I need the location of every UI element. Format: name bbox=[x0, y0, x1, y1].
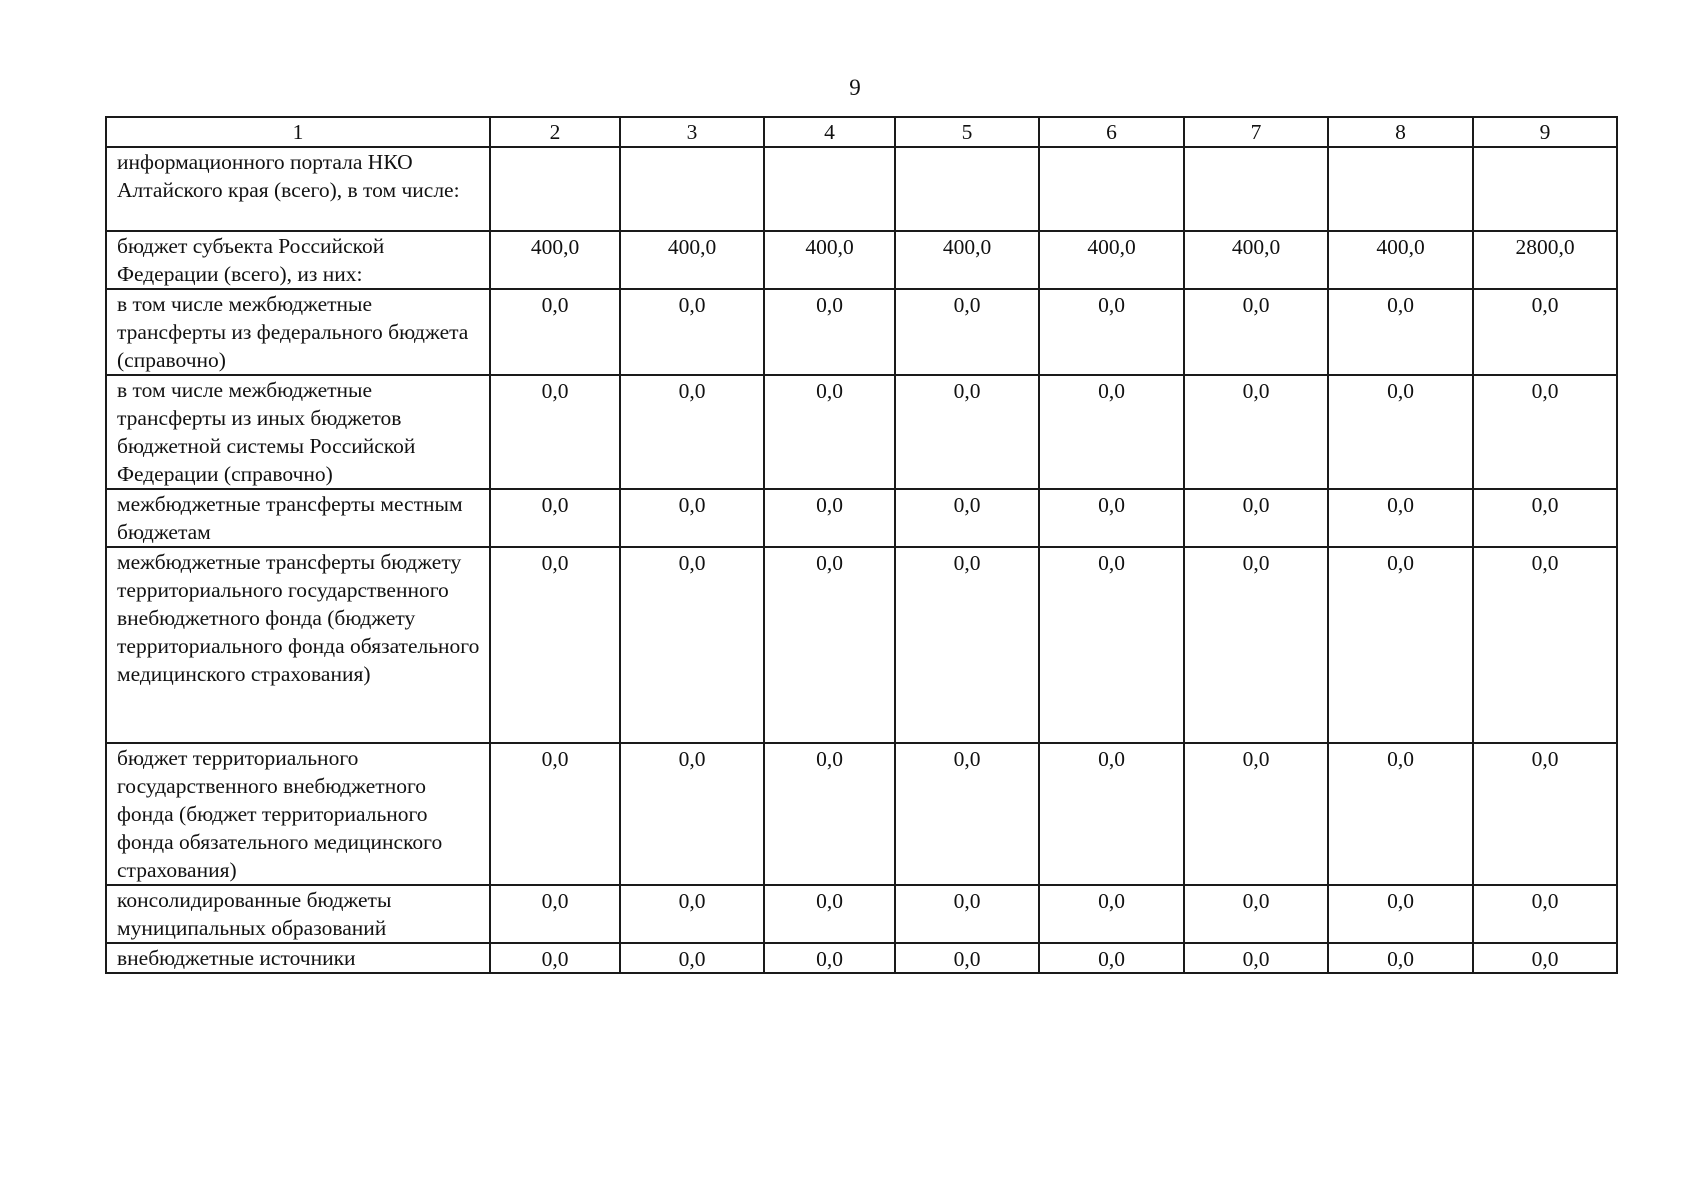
table-row bbox=[106, 489, 1617, 547]
table-cell: 400,0 bbox=[1328, 231, 1473, 289]
table-cell: 0,0 bbox=[895, 943, 1039, 973]
table-cell bbox=[895, 147, 1039, 231]
row-label: в том числе межбюджетные трансферты из иных бюджетов бюджетной системы Российской Федерации (справочно) bbox=[106, 375, 490, 489]
table-row bbox=[106, 743, 1617, 885]
table-cell bbox=[764, 147, 895, 231]
row-label: в том числе межбюджетные трансферты из федерального бюджета (справочно) bbox=[106, 289, 490, 375]
table-cell: 0,0 bbox=[1184, 943, 1328, 973]
table-cell: 0,0 bbox=[1473, 547, 1617, 743]
table-cell: 0,0 bbox=[620, 943, 764, 973]
table-cell bbox=[1328, 147, 1473, 231]
table-cell: 0,0 bbox=[490, 943, 620, 973]
table-row bbox=[106, 147, 1617, 231]
table-cell: 0,0 bbox=[764, 375, 895, 489]
column-header: 2 bbox=[490, 117, 620, 147]
row-label: внебюджетные источники bbox=[106, 943, 490, 973]
row-label: межбюджетные трансферты бюджету территориального государственного внебюджетного фонда (бюджету территориального фонда обязательного медицинского страхования) bbox=[106, 547, 490, 743]
table-row bbox=[106, 289, 1617, 375]
table-cell: 0,0 bbox=[1473, 489, 1617, 547]
table-cell: 400,0 bbox=[895, 231, 1039, 289]
table-cell: 0,0 bbox=[490, 289, 620, 375]
table-row bbox=[106, 885, 1617, 943]
table-cell: 0,0 bbox=[895, 885, 1039, 943]
table-cell: 0,0 bbox=[1473, 743, 1617, 885]
table-cell: 400,0 bbox=[1184, 231, 1328, 289]
table-cell: 0,0 bbox=[620, 743, 764, 885]
table-cell: 0,0 bbox=[1039, 743, 1184, 885]
table-cell: 0,0 bbox=[490, 489, 620, 547]
column-header: 1 bbox=[106, 117, 490, 147]
column-header: 3 bbox=[620, 117, 764, 147]
table-cell: 0,0 bbox=[1184, 375, 1328, 489]
table-cell: 0,0 bbox=[1184, 885, 1328, 943]
table-cell: 0,0 bbox=[1328, 943, 1473, 973]
table-cell: 0,0 bbox=[1328, 489, 1473, 547]
column-header: 9 bbox=[1473, 117, 1617, 147]
table-cell: 400,0 bbox=[620, 231, 764, 289]
table-cell: 0,0 bbox=[1328, 375, 1473, 489]
table-cell: 0,0 bbox=[895, 289, 1039, 375]
column-header: 4 bbox=[764, 117, 895, 147]
table-cell: 0,0 bbox=[764, 743, 895, 885]
table-cell: 0,0 bbox=[764, 489, 895, 547]
table-cell: 0,0 bbox=[895, 743, 1039, 885]
table-row bbox=[106, 231, 1617, 289]
table-cell: 0,0 bbox=[1039, 375, 1184, 489]
row-label: информационного портала НКО Алтайского края (всего), в том числе: bbox=[106, 147, 490, 231]
table-cell: 0,0 bbox=[1039, 943, 1184, 973]
column-header: 8 bbox=[1328, 117, 1473, 147]
table-cell: 400,0 bbox=[490, 231, 620, 289]
table-cell bbox=[1184, 147, 1328, 231]
row-label: консолидированные бюджеты муниципальных образований bbox=[106, 885, 490, 943]
row-label: межбюджетные трансферты местным бюджетам bbox=[106, 489, 490, 547]
table-cell: 2800,0 bbox=[1473, 231, 1617, 289]
table-cell: 0,0 bbox=[1473, 375, 1617, 489]
column-header: 5 bbox=[895, 117, 1039, 147]
table-cell: 0,0 bbox=[1184, 289, 1328, 375]
column-number-row bbox=[106, 117, 1617, 147]
table-cell: 0,0 bbox=[1039, 885, 1184, 943]
table-row bbox=[106, 547, 1617, 743]
table-cell: 0,0 bbox=[764, 943, 895, 973]
table-cell: 0,0 bbox=[620, 547, 764, 743]
table-cell: 0,0 bbox=[620, 489, 764, 547]
table-cell: 0,0 bbox=[620, 289, 764, 375]
table-cell: 0,0 bbox=[764, 289, 895, 375]
table-cell: 0,0 bbox=[1473, 885, 1617, 943]
table-cell: 0,0 bbox=[1328, 289, 1473, 375]
table-cell: 400,0 bbox=[1039, 231, 1184, 289]
table-cell: 0,0 bbox=[1184, 489, 1328, 547]
table-cell: 0,0 bbox=[1039, 289, 1184, 375]
table-cell bbox=[1039, 147, 1184, 231]
table-cell: 0,0 bbox=[1039, 489, 1184, 547]
table-row bbox=[106, 375, 1617, 489]
table-cell bbox=[1473, 147, 1617, 231]
table-cell: 0,0 bbox=[764, 547, 895, 743]
table-cell: 0,0 bbox=[895, 489, 1039, 547]
table-cell: 0,0 bbox=[1184, 547, 1328, 743]
row-label: бюджет территориального государственного внебюджетного фонда (бюджет территориального фонда обязательного медицинского страхования) bbox=[106, 743, 490, 885]
table-cell: 0,0 bbox=[1039, 547, 1184, 743]
table-cell: 0,0 bbox=[764, 885, 895, 943]
table-cell: 0,0 bbox=[1328, 885, 1473, 943]
table-cell: 0,0 bbox=[895, 375, 1039, 489]
page-number: 9 bbox=[849, 75, 861, 100]
table-row bbox=[106, 943, 1617, 973]
budget-table bbox=[105, 116, 1618, 974]
column-header: 6 bbox=[1039, 117, 1184, 147]
row-label: бюджет субъекта Российской Федерации (всего), из них: bbox=[106, 231, 490, 289]
table-cell: 0,0 bbox=[1328, 743, 1473, 885]
table-cell: 0,0 bbox=[490, 375, 620, 489]
table-cell: 0,0 bbox=[620, 885, 764, 943]
table-cell: 0,0 bbox=[895, 547, 1039, 743]
table-cell: 0,0 bbox=[1184, 743, 1328, 885]
table-cell bbox=[620, 147, 764, 231]
table-cell bbox=[490, 147, 620, 231]
column-header: 7 bbox=[1184, 117, 1328, 147]
table-cell: 0,0 bbox=[490, 743, 620, 885]
table-cell: 0,0 bbox=[490, 547, 620, 743]
table-cell: 0,0 bbox=[620, 375, 764, 489]
table-cell: 0,0 bbox=[490, 885, 620, 943]
table-cell: 0,0 bbox=[1328, 547, 1473, 743]
table-cell: 0,0 bbox=[1473, 943, 1617, 973]
table-cell: 400,0 bbox=[764, 231, 895, 289]
table-cell: 0,0 bbox=[1473, 289, 1617, 375]
